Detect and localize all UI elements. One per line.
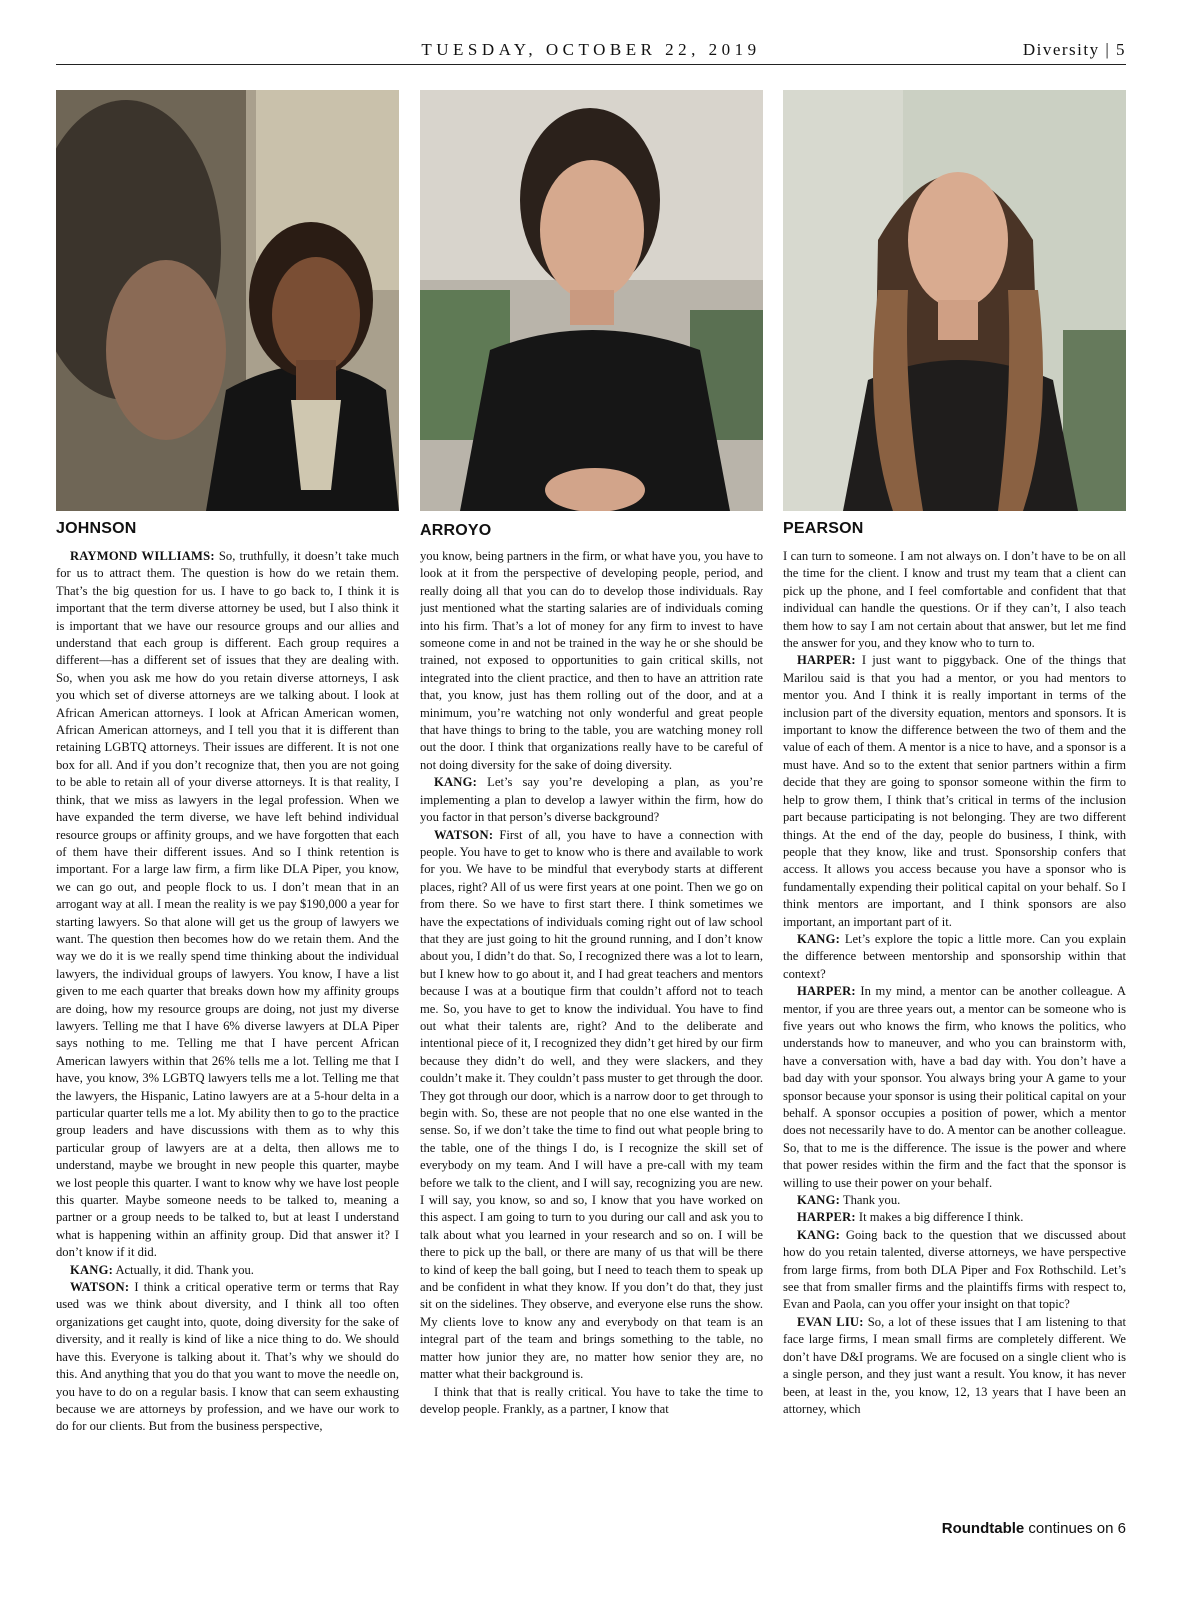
paragraph-text: I can turn to someone. I am not always on. I don’t have to be on all the time for the client. I know and trust my team that a client can pick up the phone, and I feel comfortable and confident that that individual can handle the questions. Or if they can’t, I also teach them how to say I am not certain about that answer, but let me find the answer for you, and they know who to turn to. [783, 549, 1126, 651]
photo-arroyo [420, 90, 763, 511]
speaker-name: KANG: [797, 1227, 840, 1242]
speaker-name: RAYMOND WILLIAMS: [70, 549, 215, 563]
paragraph-text: Going back to the question that we discussed about how do you retain talented, diverse attorneys, we have perspective from large firms, from both DLA Piper and Fox Rothschild. Let’s see that from smaller firms and the plaintiffs firms with respect to, Evan and Paola, can you offer your insight on that topic? [783, 1227, 1126, 1312]
paragraph-text: I think that that is really critical. You have to take the time to develop people. Frankly, as a partner, I know that [420, 1384, 763, 1416]
speaker-name: HARPER: [797, 984, 856, 999]
section-page-number: Diversity | 5 [1022, 40, 1126, 59]
speaker-name: KANG: [434, 775, 477, 790]
speaker-name: HARPER: [797, 653, 856, 668]
paragraph-text: I just want to piggyback. One of the things that Marilou said is that you had a mentor, or you had mentors to mentor you. And I think it is really important in terms of the inclusion part of the diversity equation, mentors and sponsors. It is important to know the difference between the two of them and the value of each of them. A mentor is a nice to have, and a sponsor is a must have. And so to the extent that senior partners within a firm decide that they are going to sponsor someone within the firm to help to grow them, I think that’s critical in terms of the inclusion part because participating is not belonging. They are two different things. At the end of the day, people do business, I think, with people that they know, like and trust. Sponsorship confers that access. It allows you access because you have a sponsor who is fundamentally expending their political capital on your behalf. So I think mentors are important, and I think sponsors are also important, an important part of it. [783, 653, 1126, 929]
photo-caption-arroyo: ARROYO [420, 522, 492, 539]
masthead [56, 36, 1126, 66]
continuation-bold: Roundtable [941, 1520, 1025, 1537]
article-paragraph [56, 548, 399, 1262]
article-paragraph [783, 652, 1126, 931]
article-column-3 [783, 548, 1126, 1510]
paragraph-text: Thank you. [839, 1193, 901, 1208]
issue-date: TUESDAY, OCTOBER 22, 2019 [421, 40, 761, 59]
photo-caption-johnson: JOHNSON [56, 520, 137, 537]
continuation-rest: continues on 6 [1024, 1520, 1126, 1537]
portrait-johnson-image [56, 90, 399, 511]
article-paragraph [783, 1192, 1126, 1209]
continuation-note [942, 1520, 1126, 1537]
portrait-pearson-image [783, 90, 1126, 511]
portrait-arroyo-image [420, 90, 763, 511]
paragraph-text: So, truthfully, it doesn’t take much for us to attract them. The question is how do we retain them. That’s the big question for us. I have to go back to, I think it is important that the term diverse attorney be used, but I also think it is important that we have our resource groups and our allies and understand that each group is different. Each group requires a different—has a different set of issues that they are dealing with. So, when you ask me how do you retain diverse attorneys, I ask you which set of diverse attorneys are we talking about. I look at African American attorneys. I look at African American women, African American attorneys, and I tell you that it is different than retaining LGBTQ attorneys. Their issues are different. It is not one box for all. And if you don’t recognize that, then you are not going to be able to retain all of your diverse attorneys. It is that reality, I think, that we miss as lawyers in the legal profession. When we have expanded the term diverse, we have left behind individual resource groups or affinity groups, and we have forgotten that each of them have their different issues. And so I think retention is important. For a large law firm, a firm like DLA Piper, you know, we can go out, and people flock to us. I don’t mean that in an arrogant way at all. I mean the reality is we pay $190,000 a year for starting lawyers. So that alone will get us the group of lawyers we want. The question then becomes how do we retain them. And the way we do it is we really spend time thinking about the individual lawyers, the individual groups of lawyers. You know, I have a list given to me each quarter that breaks down how my affinity groups are doing, how my resource groups are doing, not just my diverse lawyers. Telling me that I have 6% diverse lawyers at DLA Piper says nothing to me. Telling me that I have percent African American lawyers within that 26% tells me a lot. Telling me that I have, you know, 3% LGBTQ lawyers tells me a lot. Telling me that the lawyers, the Hispanic, Latino lawyers are at a 5-hour delta in a particular quarter tells me a lot. My ability then to go to the practice group leaders and have discussions with them as to why this particular group of lawyers are at a delta, then allows me to understand, maybe we brought in new people this quarter, maybe we lost people this quarter. I want to know why we have lost people this quarter. Maybe someone needs to be talked to, meaning a partner or a group needs to be talked to, but at least I understand what is happening within an affinity group. Did that answer it? I don’t know if it did. [56, 549, 399, 1260]
photo-johnson [56, 90, 399, 511]
article-paragraph [56, 1279, 399, 1436]
article-paragraph [783, 1227, 1126, 1314]
article-paragraph [783, 983, 1126, 1192]
speaker-name: WATSON: [434, 827, 494, 842]
article-paragraph [783, 931, 1126, 983]
paragraph-text: Let’s say you’re developing a plan, as you’re implementing a plan to develop a lawyer within the firm, how do you factor in that person’s diverse background? [420, 775, 763, 825]
paragraph-text: In my mind, a mentor can be another colleague. A mentor, if you are three years out, a mentor can be someone who is five years out who knows the firm, who knows the politics, who understands how to maneuver, and who you can brainstorm with, have a conversation with, have a bad day with. You don’t have a bad day with your sponsor. You always bring your A game to your sponsor because your sponsor is using their political capital on your behalf. A sponsor occupies a position of power, which a mentor does not necessarily have to do. A mentor can be another colleague. So, that to me is the difference. The issue is the power and where that power resides within the firm and the fact that the sponsor is willing to use their power on your behalf. [783, 984, 1126, 1190]
paragraph-text: I think a critical operative term or terms that Ray used was we think about diversity, and I think all too often organizations get caught into, quote, doing diversity for the sake of diversity, and it really is kind of like a nice thing to do. We should have this. Everyone is talking about it. That’s why we should do this. And anything that you do that you want to move the needle on, you have to do on a regular basis. I know that can seem exhausting because we are attorneys by profession, and we have our work to do for our clients. But from the business perspective, [56, 1280, 399, 1434]
photo-caption-pearson: PEARSON [783, 520, 864, 537]
article-paragraph [783, 1314, 1126, 1418]
article-paragraph [783, 548, 1126, 652]
photo-pearson [783, 90, 1126, 511]
paragraph-text: you know, being partners in the firm, or what have you, you have to look at it from the perspective of developing people, period, and really doing all that you can do to develop those individuals. Ray just mentioned what the starting salaries are of individuals coming into his firm. That’s a lot of money for any firm to invest to have someone come in and not be trained in the way he or she should be trained, not exposed to opportunities to gain critical skills, not integrated into the client practice, and then to have an attrition rate that, you know, just has them rolling out of the door, and at a minimum, you’re watching not only wonderful and great people that have things to bring to the table, you are watching money roll out the door. I think that organizations really have to be careful of not doing diversity for the sake of doing diversity. [420, 549, 763, 772]
paragraph-text: Actually, it did. Thank you. [112, 1262, 254, 1277]
speaker-name: HARPER: [797, 1210, 856, 1225]
speaker-name: KANG: [70, 1262, 113, 1277]
article-paragraph [56, 1262, 399, 1279]
article-paragraph [420, 774, 763, 826]
article-paragraph [420, 548, 763, 774]
speaker-name: KANG: [797, 1193, 840, 1208]
paragraph-text: It makes a big difference I think. [855, 1210, 1024, 1225]
paragraph-text: Let’s explore the topic a little more. Can you explain the difference between mentorship and sponsorship within that context? [783, 931, 1126, 981]
article-paragraph [783, 1209, 1126, 1226]
paragraph-text: First of all, you have to have a connection with people. You have to get to know who is there and available to work for you. We have to be mindful that everybody starts at different places, right? All of us were first years at one point. Then we go on from there. So we have to first start there. I think sometimes we have the expectations of individuals coming right out of law school that they are just going to hit the ground running, and I don’t know about you, I didn’t do that. So, I recognized there was a lot to learn, but I knew how to go about it, and I had great teachers and mentors because I was at a boutique firm that couldn’t afford not to teach me. So, you have to get to know the individual. You have to find out what their talents are, right? And to the deliberate and intentional piece of it, I recognized they didn’t get hired by our firm because they didn’t do well, and they were slackers, and they couldn’t make it. They couldn’t pass muster to get through the door. They got through our door, which is a narrow door to get through to begin with. So, these are not people that no one else wanted in the sense. So, if we don’t take the time to find out what people bring to the table, one of the things I do, is I recognize the skill set of everybody on my team. And I will have a pre-call with my team before we talk to the client, and I will say, recognizing you are new. I will say, you know, so and so, I know that you have worked on this aspect. I am going to turn to you during our call and ask you to talk about what you learned in your research and so on. I will be there to pick up the ball, or there are many of us that will be there to kind of keep the ball going, but I need to teach them to speak up and be confident in what they know. If you don’t do that, they just sit on the sidelines. They observe, and everyone else runs the show. My clients love to know any and everybody on that team is an integral part of the team and brings something to the table, no matter how junior they are, no matter how senior they are, no matter what their background is. [420, 827, 763, 1382]
speaker-name: KANG: [797, 931, 840, 946]
article-column-1 [56, 548, 399, 1510]
article-column-2 [420, 548, 763, 1510]
paragraph-text: So, a lot of these issues that I am listening to that face large firms, I mean small firms are completely different. We don’t have D&I programs. We are focused on a single client who is a single person, and they just want a result. You know, it has never been, at least in the, you know, 12, 13 years that I have been an attorney, which [783, 1314, 1126, 1416]
header-rule [56, 64, 1126, 65]
article-paragraph [420, 827, 763, 1384]
speaker-name: WATSON: [70, 1280, 130, 1295]
article-paragraph [420, 1384, 763, 1419]
speaker-name: EVAN LIU: [797, 1314, 864, 1329]
